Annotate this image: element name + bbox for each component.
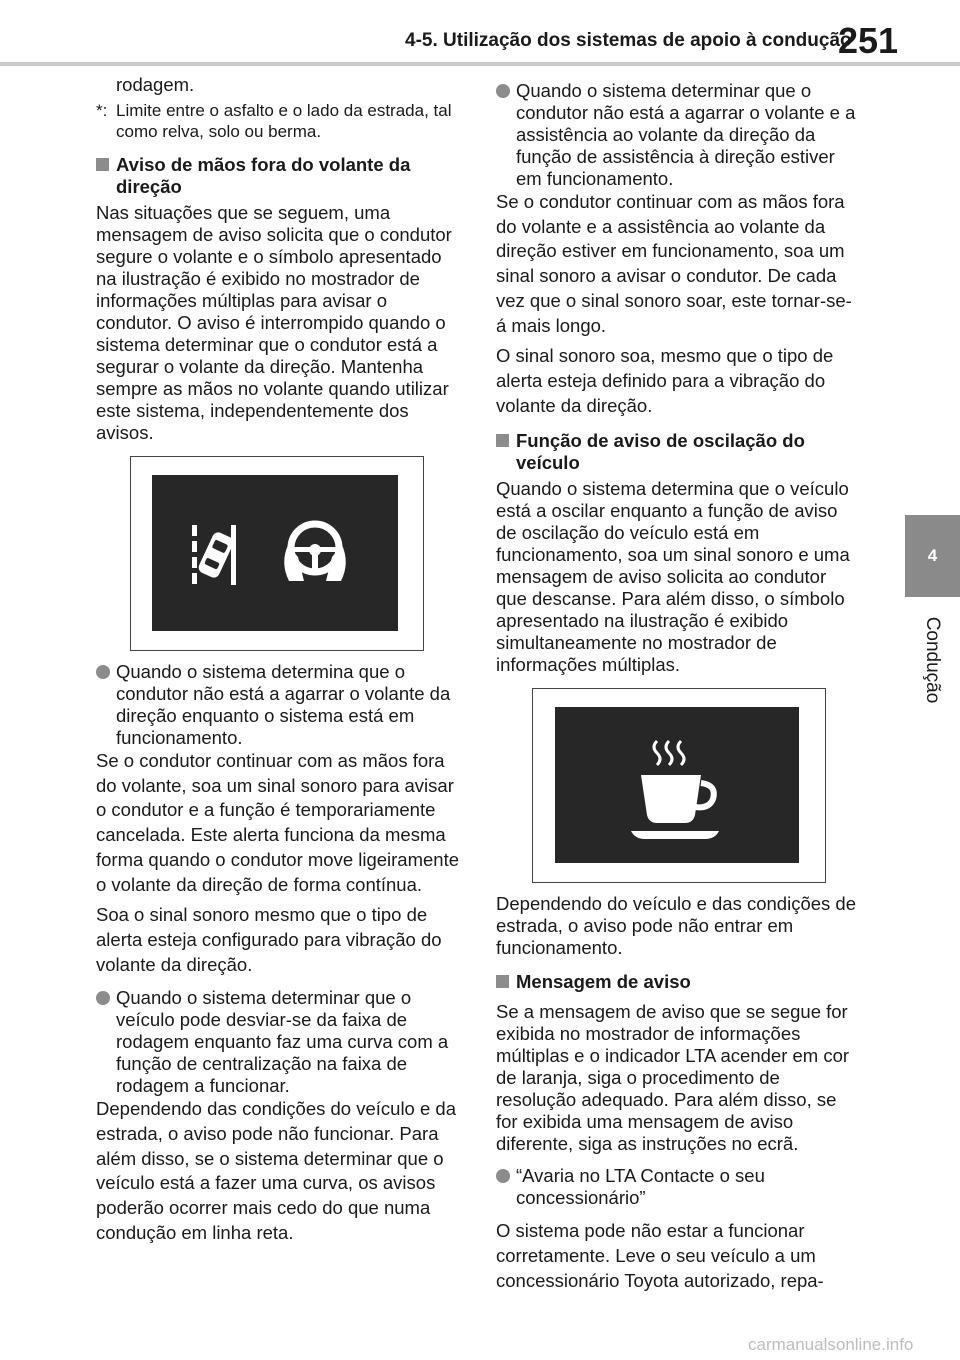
chapter-tab[interactable] (905, 515, 960, 597)
chapter-number: 4 (927, 546, 938, 565)
bullet-item (96, 661, 466, 749)
intro-tail: rodagem. (116, 74, 195, 95)
coffee-cup-icon (631, 741, 719, 839)
bullet-text: Quando o sistema determinar que o condutor não está a agarrar o volante e a assistência ao volante da direção da função de assistência à direção estiver em funcionamento. (516, 80, 856, 189)
section-heading-hands-off (96, 154, 466, 198)
section-heading-text: Mensagem de aviso (516, 971, 691, 993)
bullet-item (96, 987, 466, 1097)
footnote-mark: *: (96, 101, 108, 120)
square-bullet-icon (496, 430, 516, 474)
section-paragraph: Se a mensagem de aviso que se segue for exibida no mostrador de informações múltiplas e o indicador LTA acender em cor de laranja, siga o procedimento de resolução adequado. Para além disso, se for exibida uma mensagem de aviso diferente, siga as instruções no ecrã. (496, 1001, 850, 1155)
square-bullet-icon (96, 154, 116, 198)
footnote (96, 100, 466, 142)
left-column (96, 74, 466, 1246)
section-paragraph: Nas situações que se seguem, uma mensagem de aviso solicita que o condutor segure o volante e o símbolo apresentado na ilustração é exibido no mostrador de informações múltiplas para avisar o condutor. O aviso é interrompido quando o sistema determinar que o condutor está a segurar o volante da direção. Mantenha sempre as mãos no volante quando utilizar este sistema, independentemente dos avisos. (96, 202, 452, 443)
watermark: carmanualsonline.info (748, 1335, 914, 1354)
figure-hands-off-warning (130, 456, 424, 651)
section-paragraph: Quando o sistema determina que o veículo está a oscilar enquanto a função de aviso de oscilação do veículo está em funcionamento, soa um sinal sonoro e uma mensagem de aviso solicita ao condutor que descanse. Para além disso, o símbolo apresentado na ilustração é exibido simultaneamente no mostrador de informações múltiplas. (496, 478, 850, 676)
chapter-label: Condução (922, 616, 943, 704)
square-bullet-icon (496, 971, 516, 993)
figure-sway-warning (532, 688, 826, 883)
section-heading-text: Aviso de mãos fora do volante da direção (116, 154, 411, 197)
round-bullet-icon (96, 661, 116, 749)
paragraph: Dependendo do veículo e das condições de estrada, o aviso pode não entrar em funcionamento. (496, 893, 856, 959)
round-bullet-icon (496, 80, 516, 190)
paragraph: O sinal sonoro soa, mesmo que o tipo de alerta esteja definido para a vibração do volante da direção. (496, 345, 834, 416)
bullet-text: Quando o sistema determinar que o veículo pode desviar-se da faixa de rodagem enquanto faz uma curva com a função de centralização na faixa de rodagem a funcionar. (116, 987, 449, 1097)
section-heading-sway-warning (496, 430, 862, 474)
paragraph: Se o condutor continuar com as mãos fora do volante e a assistência ao volante da direção estiver em funcionamento, soa um sinal sonoro a avisar o condutor. De cada vez que o sinal sonoro soar, este tornar-se-á mais longo. (496, 191, 852, 336)
paragraph: Soa o sinal sonoro mesmo que o tipo de alerta esteja configurado para vibração do volante da direção. (96, 904, 442, 975)
bullet-text: Quando o sistema determina que o condutor não está a agarrar o volante da direção enquanto o sistema está em funcionamento. (116, 661, 451, 748)
running-header: 4-5. Utilização dos sistemas de apoio à condução (405, 30, 852, 51)
lane-departure-car-icon (192, 525, 236, 585)
right-column (496, 74, 862, 1293)
paragraph: Se o condutor continuar com as mãos fora do volante, soa um sinal sonoro para avisar o condutor e a função é temporariamente cancelada. Este alerta funciona da mesma forma quando o condutor move ligeiramente o volante da direção de forma contínua. (96, 750, 460, 895)
paragraph: O sistema pode não estar a funcionar corretamente. Leve o seu veículo a um concessionário Toyota autorizado, repa- (496, 1220, 824, 1291)
display-screen (555, 707, 799, 863)
round-bullet-icon (96, 987, 116, 1097)
bullet-item (496, 80, 862, 190)
round-bullet-icon (496, 1165, 516, 1209)
hands-on-steering-wheel-icon (284, 524, 346, 581)
header-rule (0, 62, 960, 66)
display-screen (152, 475, 398, 631)
bullet-item (496, 1165, 862, 1209)
section-heading-text: Função de aviso de oscilação do veículo (516, 430, 805, 474)
page-number: 251 (838, 20, 899, 61)
bullet-text: “Avaria no LTA Contacte o seu concessionário” (516, 1165, 765, 1209)
paragraph: Dependendo das condições do veículo e da estrada, o aviso pode não funcionar. Para além disso, se o sistema determinar que o veículo está a fazer uma curva, os avisos poderão ocorrer mais cedo do que numa condução em linha reta. (96, 1098, 456, 1243)
footnote-text: Limite entre o asfalto e o lado da estrada, tal como relva, solo ou berma. (116, 101, 452, 141)
section-heading-warning-message (496, 971, 862, 993)
